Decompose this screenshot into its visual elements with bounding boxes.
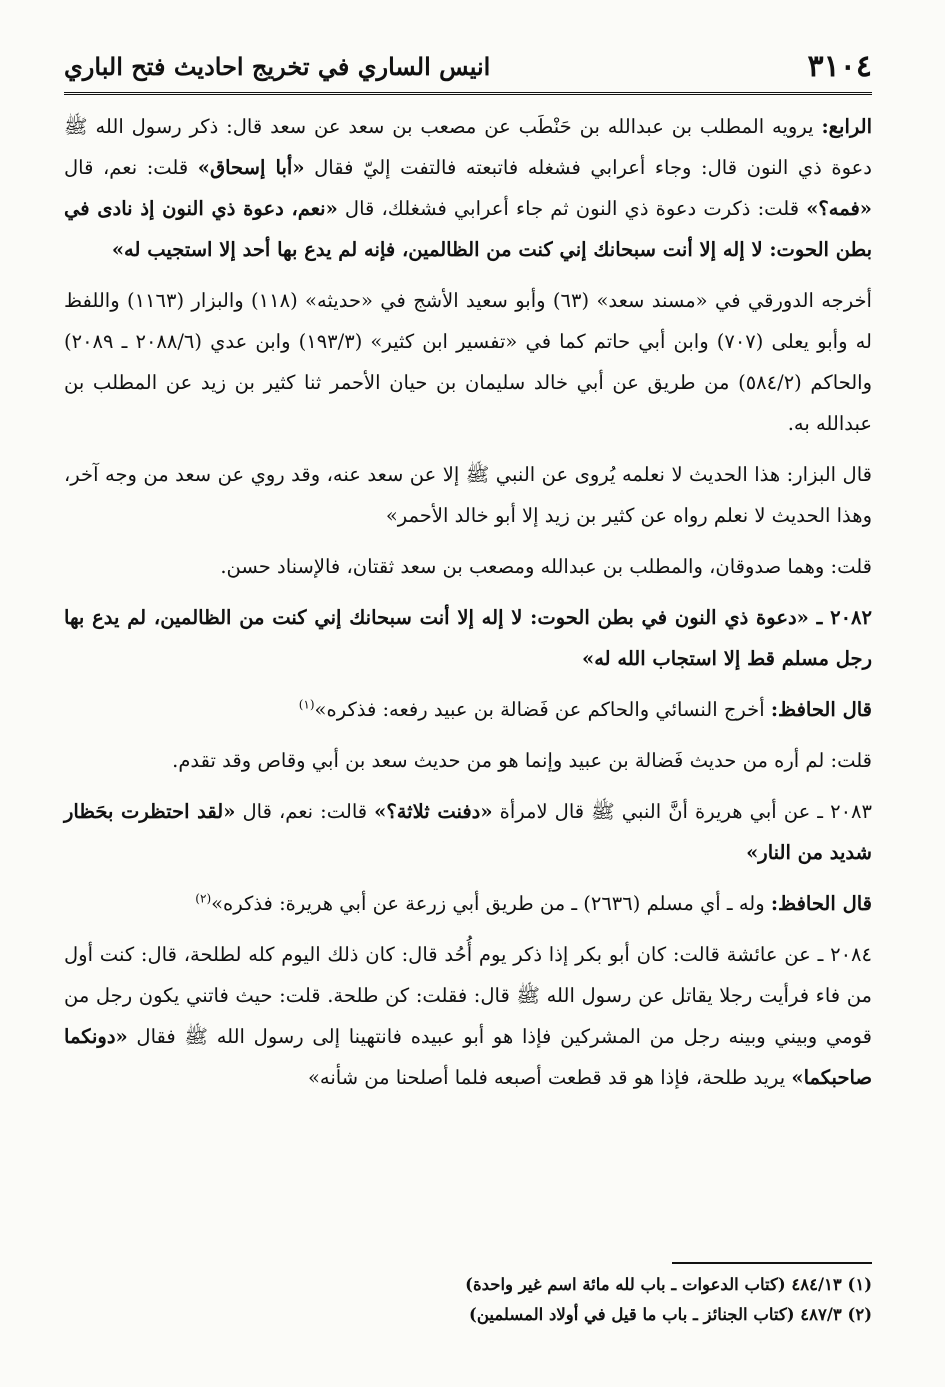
paragraph-lead: الرابع: bbox=[821, 115, 872, 138]
paragraph-fourth-route bbox=[64, 106, 872, 270]
page-header bbox=[64, 40, 872, 95]
hadith-2082: ٢٠٨٢ ـ «دعوة ذي النون في بطن الحوت: لا إله إلا أنت سبحانك إني كنت من الظالمين، لم يدع بها رجل مسلم قط إلا استجاب الله له» bbox=[64, 606, 872, 670]
paragraph-text: قلت: نعم، قال bbox=[64, 156, 198, 179]
paragraph-text: وله ـ أي مسلم (٢٦٣٦) ـ من طريق أبي زرعة عن أبي هريرة: فذكره» bbox=[211, 892, 771, 915]
paragraph-text: ٢٠٨٤ ـ عن عائشة قالت: كان أبو بكر إذا ذكر يوم أُحُد قال: كان ذلك اليوم كله لطلحة، قال: كنت أول من فاء فرأيت رجلا يقاتل عن رسول الله ﷺ قال: فقلت: كن طلحة. قلت: حيث فاتني يكون رجل من قومي وبيني وبينه رجل من المشركين فإذا هو أبو عبيده فانتهينا إلى رسول الله ﷺ فقال bbox=[64, 943, 872, 1048]
running-title: انيس الساري في تخريج احاديث فتح الباري bbox=[64, 51, 491, 81]
hadith-quote: «نعم، دعوة ذي النون إذ نادى في بطن الحوت: لا إله إلا أنت سبحانك إني كنت من الظالمين، فإنه لم يدع بها أحد إلا استجيب له» bbox=[64, 197, 872, 261]
footnote-marker: (٢) bbox=[195, 891, 212, 906]
footnote-separator bbox=[672, 1262, 872, 1264]
hadith-quote: «أبا إسحاق» bbox=[197, 156, 305, 179]
paragraph-text: قالت: نعم، قال bbox=[235, 800, 375, 823]
page-number: ٣١٠٤ bbox=[807, 48, 872, 84]
paragraph-comment-2082: قلت: لم أره من حديث فَضالة بن عبيد وإنما هو من حديث سعد بن أبي وقاص وقد تقدم. bbox=[172, 749, 872, 772]
paragraph-text: يريد طلحة، فإذا هو قد قطعت أصبعه فلما أصلحنا من شأنه» bbox=[307, 1066, 792, 1089]
footnotes bbox=[300, 1270, 872, 1330]
paragraph-bazzar: قال البزار: هذا الحديث لا نعلمه يُروى عن النبي ﷺ إلا عن سعد عنه، وقد روي عن سعد من وجه آخر، وهذا الحديث لا نعلم رواه عن كثير بن زيد إلا أبو خالد الأحمر» bbox=[64, 463, 872, 527]
hadith-quote: «دونكما صاحبكما» bbox=[64, 1025, 872, 1089]
paragraph-lead: قال الحافظ: bbox=[770, 892, 872, 915]
hadith-2084 bbox=[64, 934, 872, 1098]
hadith-quote: «دفنت ثلاثة؟» bbox=[374, 800, 493, 823]
paragraph-text: يرويه المطلب بن عبدالله بن حَنْطَب عن مصعب بن سعد عن سعد قال: ذكر رسول الله ﷺ دعوة ذي النون قال: وجاء أعرابي فشغله فاتبعته فالتفت إليّ فقال bbox=[64, 115, 872, 179]
hadith-quote: «لقد احتظرت بحَظار شديد من النار» bbox=[64, 800, 872, 864]
hadith-quote: «فمه؟» bbox=[806, 197, 872, 220]
page-body bbox=[64, 106, 872, 1108]
paragraph-text: قلت: ذكرت دعوة ذي النون ثم جاء أعرابي فشغلك، قال bbox=[337, 197, 807, 220]
footnote-2: (٢) ٤٨٧/٣ (كتاب الجنائز ـ باب ما قيل في أولاد المسلمين) bbox=[469, 1305, 872, 1324]
footnote-marker: (١) bbox=[298, 697, 315, 712]
footnote-1: (١) ٤٨٤/١٣ (كتاب الدعوات ـ باب لله مائة اسم غير واحدة) bbox=[465, 1275, 872, 1294]
hadith-2083 bbox=[64, 791, 872, 873]
paragraph-lead: قال الحافظ: bbox=[770, 698, 872, 721]
paragraph-text: ٢٠٨٣ ـ عن أبي هريرة أنَّ النبي ﷺ قال لامرأة bbox=[492, 800, 872, 823]
paragraph-text: أخرج النسائي والحاكم عن فَضالة بن عبيد رفعه: فذكره» bbox=[314, 698, 771, 721]
paragraph-grading: قلت: وهما صدوقان، والمطلب بن عبدالله ومصعب بن سعد ثقتان، فالإسناد حسن. bbox=[220, 555, 872, 578]
paragraph-hafiz-2083 bbox=[64, 883, 872, 924]
paragraph-hafiz-2082 bbox=[64, 689, 872, 730]
paragraph-takhrij: أخرجه الدورقي في «مسند سعد» (٦٣) وأبو سعيد الأشج في «حديثه» (١١٨) والبزار (١١٦٣) واللفظ له وأبو يعلى (٧٠٧) وابن أبي حاتم كما في «تفسير ابن كثير» (١٩٣/٣) وابن عدي (٢٠٨٨/٦ ـ ٢٠٨٩) والحاكم (٥٨٤/٢) من طريق عن أبي خالد سليمان بن حيان الأحمر ثنا كثير بن زيد عن المطلب بن عبدالله به. bbox=[64, 289, 872, 435]
